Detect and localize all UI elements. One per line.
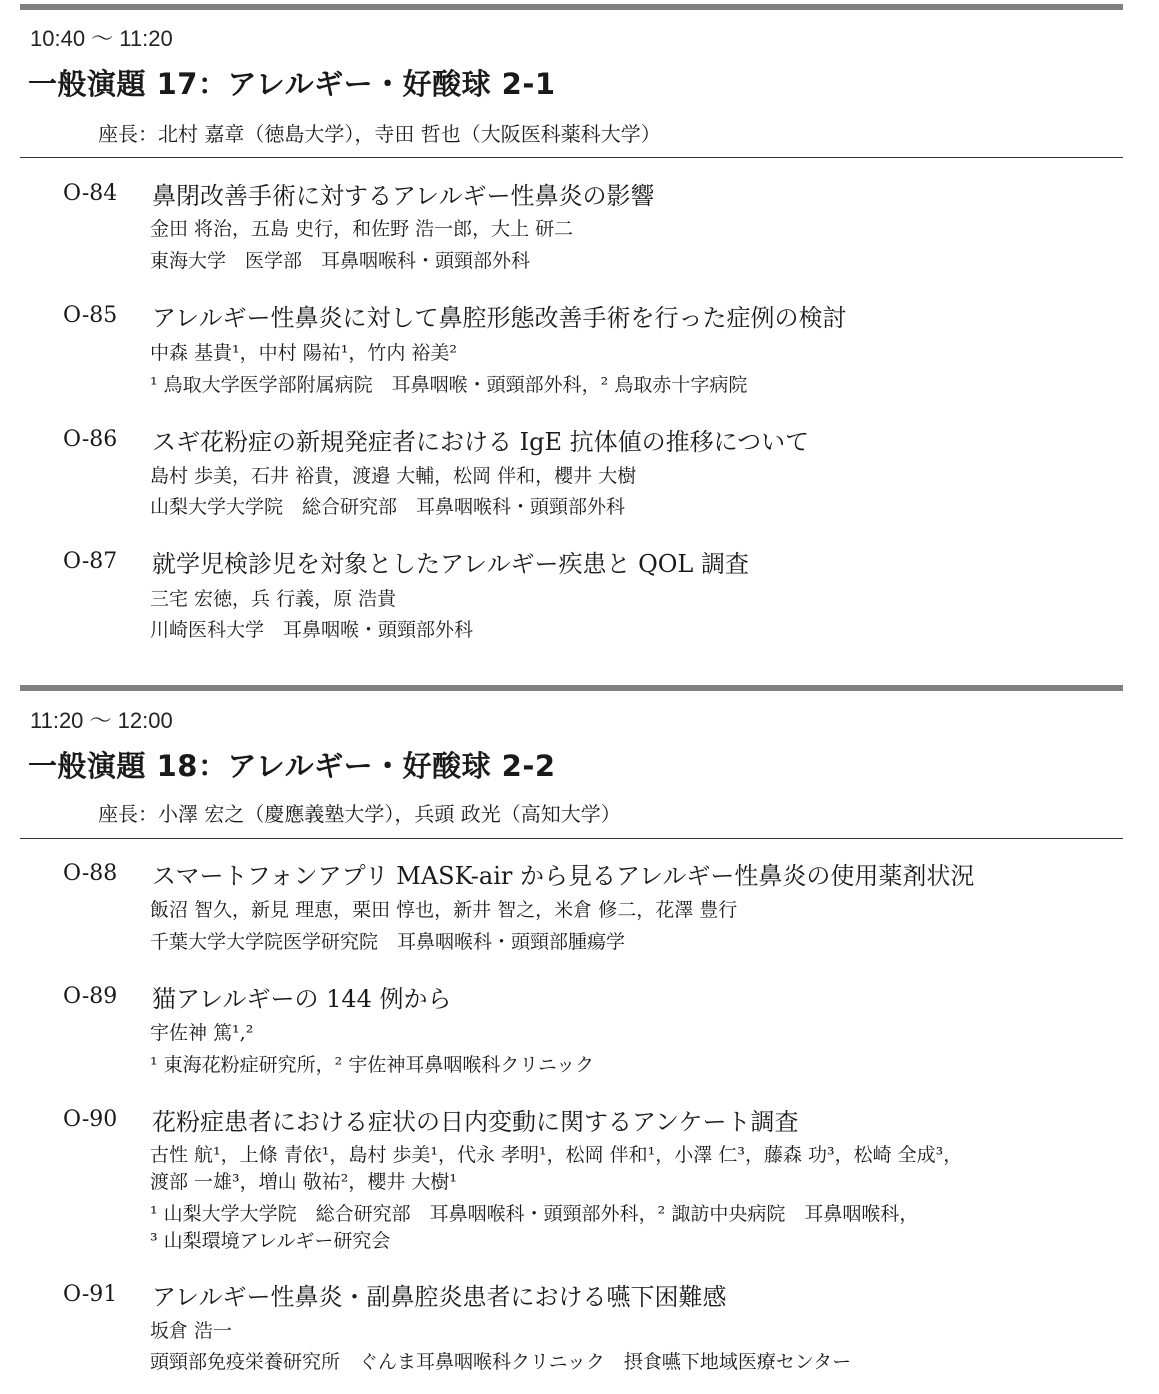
presentation-id: O-84 (63, 181, 118, 206)
presentation-affiliation: 千葉大学大学院医学研究院 耳鼻咽喉科・頭頸部腫瘍学 (150, 931, 626, 953)
presentation-title: 猫アレルギーの 144 例から (152, 985, 452, 1013)
presentation-title: アレルギー性鼻炎に対して鼻腔形態改善手術を行った症例の検討 (152, 304, 847, 332)
presentation-title: 鼻閉改善手術に対するアレルギー性鼻炎の影響 (152, 182, 655, 210)
presentation-affiliation: 頭頸部免疫栄養研究所 ぐんま耳鼻咽喉科クリニック 摂食嚥下地域医療センター (150, 1351, 852, 1373)
presentation-title: スマートフォンアプリ MASK-air から見るアレルギー性鼻炎の使用薬剤状況 (152, 862, 975, 890)
presentation-title: スギ花粉症の新規発症者における IgE 抗体値の推移について (152, 428, 810, 456)
presentation-id: O-91 (63, 1282, 118, 1307)
presentation-id: O-89 (63, 984, 118, 1009)
session-rule (20, 157, 1123, 158)
presentation-affiliation: ¹ 鳥取大学医学部附属病院 耳鼻咽喉・頭頸部外科，² 鳥取赤十字病院 (150, 374, 748, 396)
session-title: 一般演題 18：アレルギー・好酸球 2-2 (28, 749, 556, 783)
presentation-affiliation-continued: ³ 山梨環境アレルギー研究会 (150, 1230, 391, 1252)
presentation-affiliation: ¹ 山梨大学大学院 総合研究部 耳鼻咽喉科・頭頸部外科，² 諏訪中央病院 耳鼻咽喉科， (150, 1203, 919, 1225)
session-chairs: 座長：小澤 宏之（慶應義塾大学），兵頭 政光（高知大学） (98, 802, 621, 826)
presentation-authors: 島村 歩美，石井 裕貴，渡邉 大輔，松岡 伴和，櫻井 大樹 (150, 465, 637, 487)
presentation-authors-continued: 渡部 一雄³，増山 敬祐²，櫻井 大樹¹ (150, 1171, 457, 1193)
session-title: 一般演題 17：アレルギー・好酸球 2-1 (28, 67, 556, 101)
presentation-id: O-85 (63, 303, 118, 328)
presentation-affiliation: 山梨大学大学院 総合研究部 耳鼻咽喉科・頭頸部外科 (150, 496, 626, 518)
session-rule (20, 838, 1123, 839)
session-divider-bar (20, 4, 1123, 10)
session-divider-bar (20, 685, 1123, 691)
presentation-authors: 宇佐神 篤¹,² (150, 1022, 254, 1044)
presentation-authors: 飯沼 智久，新見 理恵，栗田 惇也，新井 智之，米倉 修二，花澤 豊行 (150, 899, 738, 921)
presentation-authors: 三宅 宏徳，兵 行義，原 浩貴 (150, 588, 397, 610)
presentation-authors: 中森 基貴¹，中村 陽祐¹，竹内 裕美² (150, 342, 457, 364)
presentation-title: 就学児検診児を対象としたアレルギー疾患と QOL 調査 (152, 550, 749, 578)
session-time: 10:40 〜 11:20 (30, 26, 173, 51)
presentation-id: O-87 (63, 549, 118, 574)
presentation-title: 花粉症患者における症状の日内変動に関するアンケート調査 (152, 1108, 799, 1136)
presentation-authors: 古性 航¹，上條 青依¹，島村 歩美¹，代永 孝明¹，松岡 伴和¹，小澤 仁³，藤森 功³，松崎 全成³， (150, 1144, 963, 1166)
presentation-id: O-88 (63, 861, 118, 886)
presentation-id: O-86 (63, 427, 118, 452)
session-time: 11:20 〜 12:00 (30, 708, 173, 733)
session-chairs: 座長：北村 嘉章（徳島大学），寺田 哲也（大阪医科薬科大学） (98, 122, 661, 146)
presentation-authors: 金田 将治，五島 史行，和佐野 浩一郎，大上 研二 (150, 218, 574, 240)
presentation-authors: 坂倉 浩一 (150, 1320, 233, 1342)
presentation-title: アレルギー性鼻炎・副鼻腔炎患者における嚥下困難感 (152, 1283, 727, 1311)
presentation-affiliation: 東海大学 医学部 耳鼻咽喉科・頭頸部外科 (150, 250, 531, 272)
presentation-affiliation: 川崎医科大学 耳鼻咽喉・頭頸部外科 (150, 619, 474, 641)
presentation-affiliation: ¹ 東海花粉症研究所，² 宇佐神耳鼻咽喉科クリニック (150, 1054, 595, 1076)
presentation-id: O-90 (63, 1107, 118, 1132)
